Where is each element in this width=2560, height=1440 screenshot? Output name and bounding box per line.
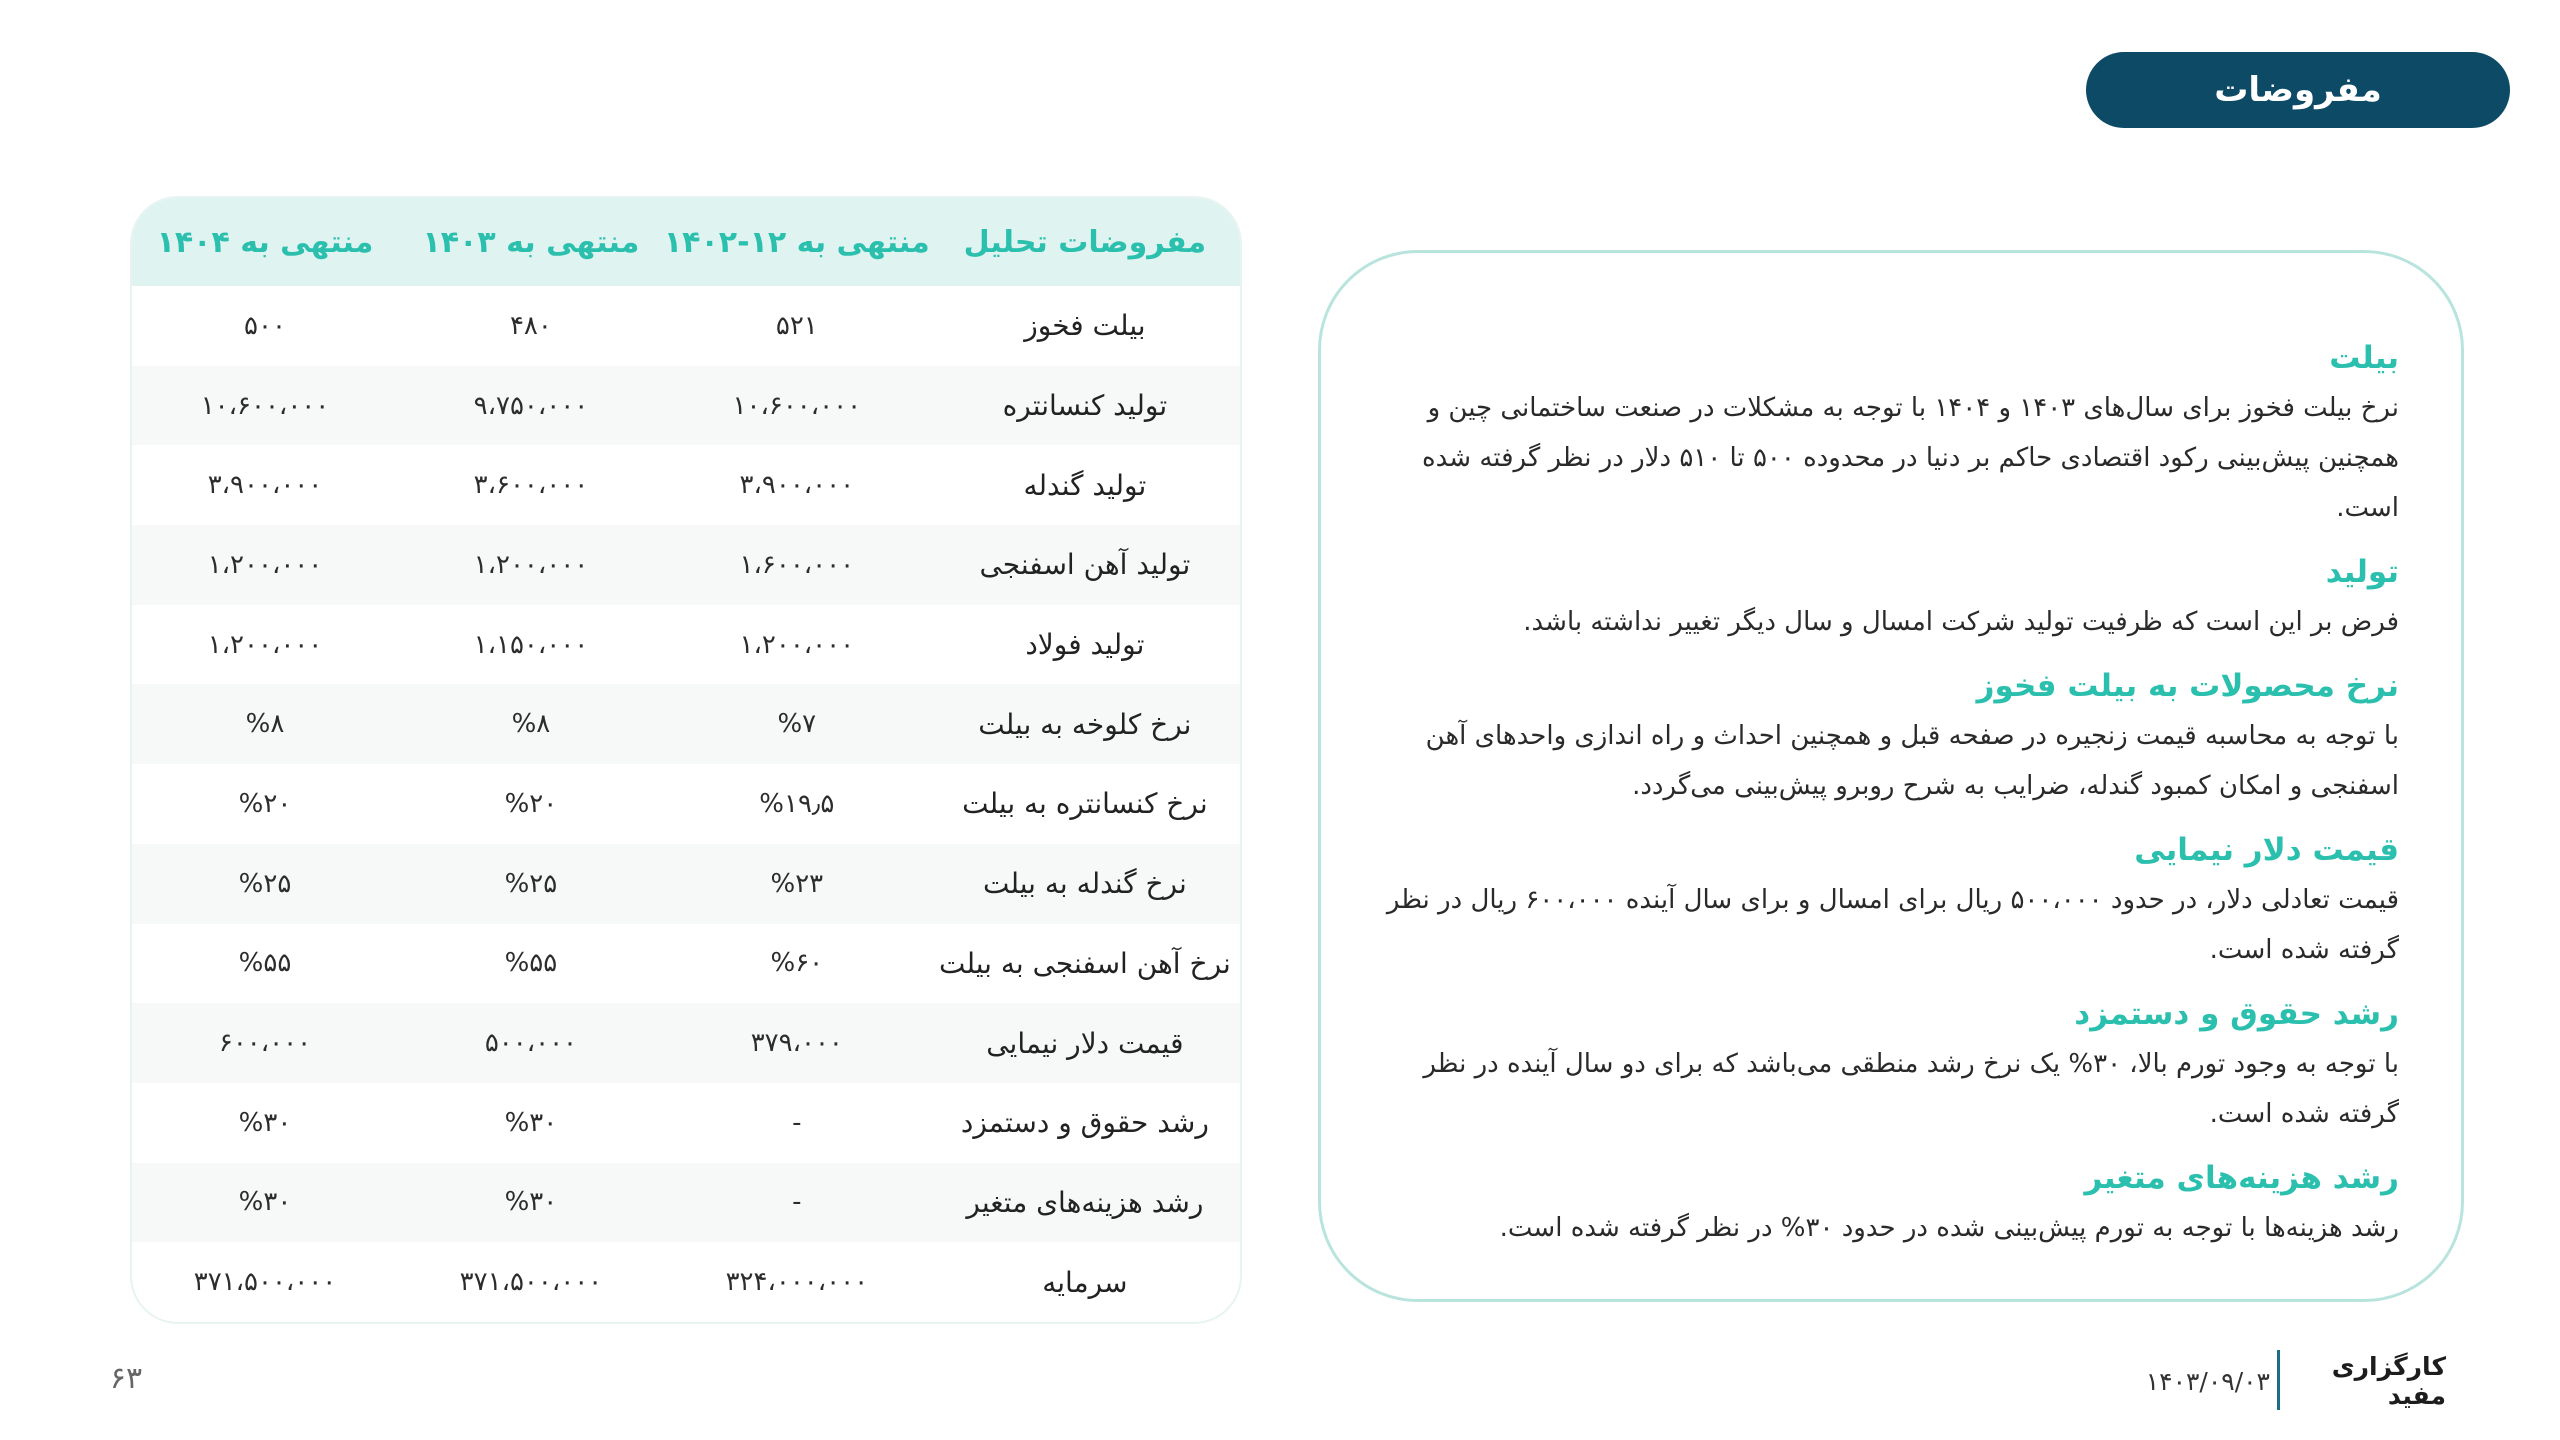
- row-label: نرخ گندله به بیلت: [930, 844, 1240, 924]
- note-heading: نرخ محصولات به بیلت فخوز: [1976, 668, 2399, 704]
- table-cell: %۷: [664, 684, 930, 764]
- table-cell: -: [792, 1107, 802, 1138]
- note-section-variable-costs: [1355, 1153, 2399, 1253]
- note-heading: بیلت: [2329, 340, 2399, 376]
- table-cell: ۵۲۱: [775, 310, 818, 341]
- table-cell: ۳۲۴،۰۰۰،۰۰۰: [725, 1267, 869, 1298]
- table-cell: %۲۳: [664, 844, 930, 924]
- table-cell: ۵۰۰: [244, 310, 286, 341]
- note-section-billet: [1355, 333, 2399, 533]
- table-cell: ۱،۶۰۰،۰۰۰: [664, 525, 930, 605]
- table-cell: ۱،۱۵۰،۰۰۰: [473, 629, 589, 660]
- page-title: مفروضات: [2086, 52, 2510, 128]
- table-row: [132, 924, 1240, 1004]
- table-row: [132, 445, 1240, 525]
- note-section-wage-growth: [1355, 989, 2399, 1139]
- table-cell: %۳۰: [504, 1107, 558, 1138]
- column-header: منتهی به ۱۴۰۳: [398, 198, 664, 286]
- note-text: نرخ بیلت فخوز برای سال‌های ۱۴۰۳ و ۱۴۰۴ با توجه به مشکلات در صنعت ساختمانی چین و همچنین پیش‌بینی رکود اقتصادی حاکم بر دنیا در محدوده ۵۰۰ تا ۵۱۰ دلار در نظر گرفته شده است.: [1422, 393, 2399, 523]
- note-text: با توجه به وجود تورم بالا، ۳۰% یک نرخ رشد منطقی می‌باشد که برای دو سال آینده در نظر گرفته شده است.: [1423, 1049, 2399, 1129]
- table-cell: ۱،۲۰۰،۰۰۰: [132, 525, 398, 605]
- table-cell: ۳،۹۰۰،۰۰۰: [739, 470, 855, 501]
- note-section-production: [1355, 547, 2399, 647]
- table-row: [132, 1083, 1240, 1163]
- footer-brand: کارگزاری مفید: [2331, 1352, 2446, 1410]
- table-row: [132, 684, 1240, 764]
- table-cell: %۸: [132, 684, 398, 764]
- row-label: قیمت دلار نیمایی: [930, 1003, 1240, 1083]
- table-cell: %۲۵: [132, 844, 398, 924]
- table-row: [132, 1003, 1240, 1083]
- table-cell: %۳۰: [132, 1163, 398, 1243]
- table-cell: %۵۵: [504, 948, 558, 979]
- note-heading: قیمت دلار نیمایی: [2134, 832, 2399, 868]
- note-heading: رشد هزینه‌های متغیر: [2084, 1160, 2399, 1196]
- column-header: مفروضات تحلیل: [930, 198, 1240, 286]
- table-row: [132, 525, 1240, 605]
- row-label: بیلت فخوز: [1024, 309, 1146, 343]
- table-cell: ۳۷۱،۵۰۰،۰۰۰: [193, 1267, 337, 1298]
- table-cell: ۱،۲۰۰،۰۰۰: [739, 629, 855, 660]
- column-header: منتهی به ۱۴۰۴: [132, 198, 398, 286]
- note-heading: تولید: [2325, 554, 2399, 590]
- table-row: [132, 844, 1240, 924]
- note-heading: رشد حقوق و دستمزد: [2074, 996, 2399, 1032]
- footer-date: ۱۴۰۳/۰۹/۰۳: [2145, 1366, 2270, 1396]
- table-cell: %۲۰: [238, 788, 292, 819]
- table-cell: %۲۰: [504, 788, 558, 819]
- footer-divider: [2277, 1350, 2280, 1410]
- table-cell: ۹،۷۵۰،۰۰۰: [398, 366, 664, 446]
- table-row: [132, 605, 1240, 685]
- assumptions-table-card: [130, 196, 1242, 1324]
- note-text: فرض بر این است که ظرفیت تولید شرکت امسال و سال دیگر تغییر نداشته باشد.: [1523, 607, 2399, 637]
- table-cell: %۸: [398, 684, 664, 764]
- row-label: تولید کنسانتره: [930, 366, 1240, 446]
- table-cell: %۲۵: [398, 844, 664, 924]
- table-cell: ۳،۶۰۰،۰۰۰: [473, 470, 589, 501]
- row-label: تولید گندله: [1023, 468, 1147, 502]
- table-cell: ۳۷۱،۵۰۰،۰۰۰: [459, 1267, 603, 1298]
- table-header-row: [132, 198, 1240, 286]
- assumptions-table: [132, 198, 1240, 1322]
- table-cell: ۱۰،۶۰۰،۰۰۰: [132, 366, 398, 446]
- table-cell: -: [664, 1163, 930, 1243]
- table-cell: %۳۰: [398, 1163, 664, 1243]
- table-cell: ۱،۲۰۰،۰۰۰: [207, 629, 323, 660]
- row-label: رشد هزینه‌های متغیر: [930, 1163, 1240, 1243]
- table-row: [132, 1163, 1240, 1243]
- table-cell: ۳،۹۰۰،۰۰۰: [207, 470, 323, 501]
- table-cell: ۱،۲۰۰،۰۰۰: [398, 525, 664, 605]
- row-label: سرمایه: [1042, 1265, 1128, 1299]
- table-cell: ۳۷۹،۰۰۰: [664, 1003, 930, 1083]
- row-label: رشد حقوق و دستمزد: [960, 1106, 1209, 1140]
- page-number: ۶۳: [109, 1360, 143, 1396]
- row-label: نرخ کنسانتره به بیلت: [962, 787, 1208, 821]
- table-cell: %۵۵: [238, 948, 292, 979]
- row-label: نرخ کلوخه به بیلت: [930, 684, 1240, 764]
- note-section-dollar-rate: [1355, 825, 2399, 975]
- table-row: [132, 1242, 1240, 1322]
- table-cell: %۳۰: [238, 1107, 292, 1138]
- note-text: رشد هزینه‌ها با توجه به تورم پیش‌بینی شده در حدود ۳۰% در نظر گرفته شده است.: [1499, 1213, 2399, 1243]
- row-label: تولید آهن اسفنجی: [930, 525, 1240, 605]
- table-cell: %۱۹٫۵: [759, 788, 835, 819]
- row-label: تولید فولاد: [1025, 628, 1145, 662]
- table-row: [132, 286, 1240, 366]
- table-cell: ۱۰،۶۰۰،۰۰۰: [664, 366, 930, 446]
- table-cell: ۵۰۰،۰۰۰: [398, 1003, 664, 1083]
- note-text: قیمت تعادلی دلار، در حدود ۵۰۰،۰۰۰ ریال برای امسال و برای سال آینده ۶۰۰،۰۰۰ ریال در نظر گرفته شده است.: [1386, 885, 2399, 965]
- table-row: [132, 366, 1240, 446]
- column-header: منتهی به ۱۲-۱۴۰۲: [664, 198, 930, 286]
- row-label: نرخ آهن اسفنجی به بیلت: [938, 946, 1231, 980]
- table-cell: ۴۸۰: [509, 310, 552, 341]
- assumptions-notes-card: [1318, 250, 2464, 1302]
- table-row: [132, 764, 1240, 844]
- table-cell: ۶۰۰،۰۰۰: [132, 1003, 398, 1083]
- note-section-product-ratios: [1355, 661, 2399, 811]
- table-cell: %۶۰: [770, 948, 824, 979]
- note-text: با توجه به محاسبه قیمت زنجیره در صفحه قبل و همچنین احداث و راه اندازی واحدهای آهن اسفنجی و امکان کمبود گندله، ضرایب به شرح روبرو پیش‌بینی می‌گردد.: [1425, 721, 2399, 801]
